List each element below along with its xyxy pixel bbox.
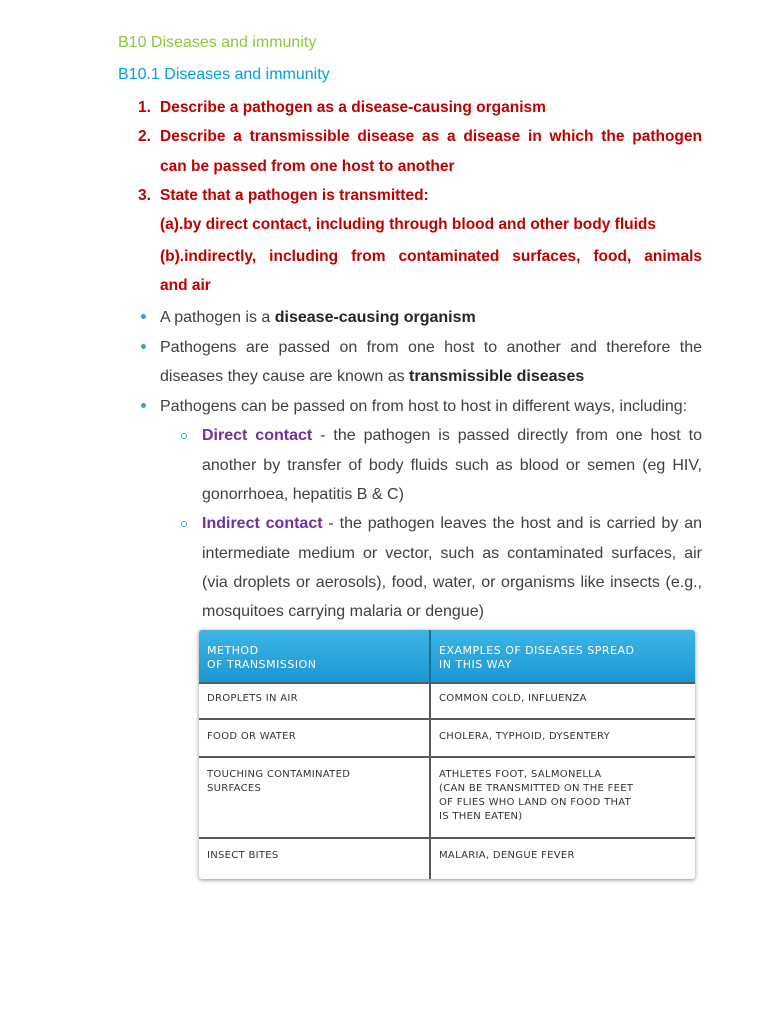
direct-contact-term: Direct contact bbox=[202, 427, 313, 444]
cell-text: TOUCHING CONTAMINATED bbox=[207, 769, 351, 781]
direct-contact-line3: gonorrhoea, hepatitis B & C) bbox=[202, 486, 404, 503]
direct-contact-line1 bbox=[202, 421, 702, 451]
cell-text: OF FLIES WHO LAND ON FOOD THAT bbox=[439, 797, 632, 809]
transmission-table bbox=[199, 630, 695, 879]
table-cell-method: FOOD OR WATER bbox=[199, 719, 430, 757]
table-header-examples bbox=[430, 630, 695, 683]
table-row bbox=[199, 838, 695, 879]
cell-text: SURFACES bbox=[207, 783, 262, 795]
indirect-contact-term: Indirect contact bbox=[202, 515, 323, 532]
subsection-heading: B10.1 Diseases and immunity bbox=[118, 66, 330, 83]
header-text: EXAMPLES OF DISEASES SPREAD bbox=[439, 644, 635, 657]
objective-text-line1: Describe a transmissible disease as a disease in which the pathogen bbox=[160, 128, 702, 145]
indirect-contact-line3: (via droplets or aerosols), food, water, or organisms like insects (e.g., bbox=[202, 574, 702, 591]
sub-bullet-ring-icon bbox=[181, 433, 187, 439]
header-text: OF TRANSMISSION bbox=[207, 658, 317, 671]
bullet-dot-icon bbox=[141, 403, 146, 408]
transmission-table-grid bbox=[199, 630, 695, 879]
objective-text-line2: can be passed from one host to another bbox=[160, 158, 455, 175]
cell-text: IS THEN EATEN) bbox=[439, 811, 523, 823]
header-text: IN THIS WAY bbox=[439, 658, 512, 671]
bullet-1 bbox=[160, 303, 702, 333]
table-row bbox=[199, 757, 695, 837]
table-header-row bbox=[199, 630, 695, 683]
bullet-text: diseases they cause are known as bbox=[160, 368, 410, 385]
table-cell-examples: CHOLERA, TYPHOID, DYSENTERY bbox=[430, 719, 695, 757]
objective-number: 1. bbox=[138, 99, 151, 116]
table-cell-examples bbox=[430, 757, 695, 837]
header-text: METHOD bbox=[207, 644, 259, 657]
table-cell-examples: COMMON COLD, INFLUENZA bbox=[430, 683, 695, 719]
indirect-contact-text: - the pathogen leaves the host and is carried by an bbox=[322, 515, 702, 532]
bullet-dot-icon bbox=[141, 344, 146, 349]
table-cell-method: DROPLETS IN AIR bbox=[199, 683, 430, 719]
direct-contact-text: - the pathogen is passed directly from one host to bbox=[312, 427, 702, 444]
table-header-method bbox=[199, 630, 430, 683]
bullet-text: A pathogen is a bbox=[160, 309, 275, 326]
bullet-bold-term: transmissible diseases bbox=[409, 368, 585, 385]
bullet-3: Pathogens can be passed on from host to host in different ways, including: bbox=[160, 398, 688, 415]
objective-number: 2. bbox=[138, 128, 151, 145]
direct-contact-line2: another by transfer of body fluids such as blood or semen (eg HIV, bbox=[202, 457, 702, 474]
table-cell-examples: MALARIA, DENGUE FEVER bbox=[430, 838, 695, 879]
bullet-2-line2 bbox=[160, 362, 702, 392]
indirect-contact-line1 bbox=[202, 509, 702, 539]
objective-sub-b-line2: and air bbox=[160, 277, 211, 294]
sub-bullet-ring-icon bbox=[181, 521, 187, 527]
indirect-contact-line4: mosquitoes carrying malaria or dengue) bbox=[202, 603, 484, 620]
bullet-bold-term: disease-causing organism bbox=[274, 309, 476, 326]
section-heading: B10 Diseases and immunity bbox=[118, 34, 317, 51]
indirect-contact-line2: intermediate medium or vector, such as contaminated surfaces, air bbox=[202, 545, 702, 562]
table-row bbox=[199, 683, 695, 719]
table-row bbox=[199, 719, 695, 757]
cell-text: (CAN BE TRANSMITTED ON THE FEET bbox=[439, 783, 634, 795]
bullet-dot-icon bbox=[141, 314, 146, 319]
objective-sub-b-line1: (b).indirectly, including from contaminated surfaces, food, animals bbox=[160, 248, 702, 265]
objective-text: State that a pathogen is transmitted: bbox=[160, 187, 429, 204]
objective-sub-a: (a).by direct contact, including through blood and other body fluids bbox=[160, 216, 656, 233]
bullet-2-line1: Pathogens are passed on from one host to another and therefore the bbox=[160, 339, 702, 356]
cell-text: ATHLETES FOOT, SALMONELLA bbox=[439, 769, 602, 781]
objective-number: 3. bbox=[138, 187, 151, 204]
table-cell-method bbox=[199, 757, 430, 837]
objective-text: Describe a pathogen as a disease-causing organism bbox=[160, 99, 546, 116]
table-cell-method: INSECT BITES bbox=[199, 838, 430, 879]
